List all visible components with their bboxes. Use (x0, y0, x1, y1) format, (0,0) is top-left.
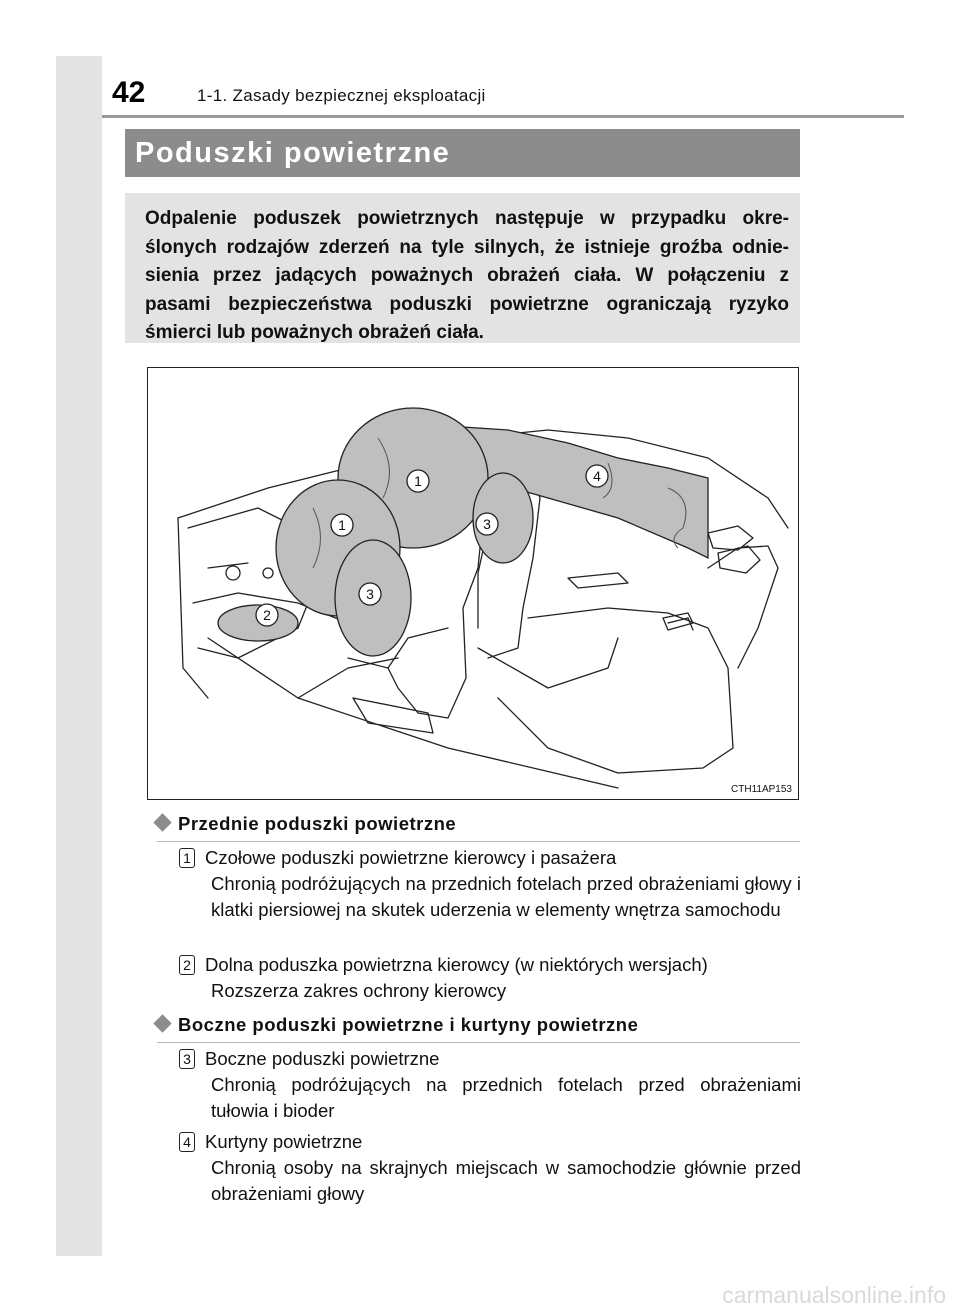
item-number: 1 (179, 848, 195, 868)
header-rule (102, 115, 904, 118)
item-description: Rozszerza zakres ochrony kierowcy (211, 980, 507, 1001)
intro-text: Odpalenie poduszek powietrznych następuje w przypadku okre-ślonych rodzajów zderzeń na tyle silnych, że istnieje groźba odnie-sienia przez jadących poważnych obrażeń ciała. W połączeniu z pasami bezpieczeństwa poduszki powietrzne ograniczają ryzyko śmierci lub poważnych obrażeń ciała. (145, 208, 789, 343)
car-interior-drawing (148, 368, 799, 800)
callout-label: 3 (483, 516, 491, 532)
item-title: Boczne poduszki powietrzne (205, 1048, 440, 1069)
side-strip (56, 56, 102, 1256)
item-title: Kurtyny powietrzne (205, 1131, 363, 1152)
list-item (179, 1046, 801, 1124)
chapter-title: 1-1. Zasady bezpiecznej eksploatacji (197, 86, 486, 105)
section-rule (157, 1042, 800, 1043)
item-title: Dolna poduszka powietrzna kierowcy (w niektórych wersjach) (205, 954, 708, 975)
item-description: Chronią podróżujących na przednich fotelach przed obrażeniami tułowia i bioder (211, 1074, 801, 1121)
item-number: 4 (179, 1132, 195, 1152)
diamond-bullet-icon (153, 813, 171, 831)
section-heading-text: Boczne poduszki powietrzne i kurtyny powietrzne (178, 1014, 639, 1035)
airbag-illustration (147, 367, 799, 800)
callout-label: 2 (263, 607, 271, 623)
page-number: 42 (112, 76, 146, 109)
section-title-bar (125, 129, 800, 177)
section-rule (157, 841, 800, 842)
callout-label: 1 (414, 473, 422, 489)
item-number: 2 (179, 955, 195, 975)
intro-box (125, 193, 800, 343)
section-heading-side (153, 1014, 638, 1036)
callout-label: 3 (366, 586, 374, 602)
item-number: 3 (179, 1049, 195, 1069)
figure-code: CTH11AP153 (731, 784, 792, 795)
list-item (179, 845, 801, 923)
diamond-bullet-icon (153, 1014, 171, 1032)
callout-label: 1 (338, 517, 346, 533)
section-heading-text: Przednie poduszki powietrzne (178, 813, 457, 834)
item-description: Chronią podróżujących na przednich fotelach przed obrażeniami głowy i klatki piersiowej na skutek uderzenia w elementy wnętrza samochodu (211, 873, 801, 920)
watermark: carmanualsonline.info (722, 1282, 946, 1308)
page-title: Poduszki powietrzne (135, 137, 451, 169)
list-item (179, 952, 801, 1004)
item-title: Czołowe poduszki powietrzne kierowcy i pasażera (205, 847, 617, 868)
item-description: Chronią osoby na skrajnych miejscach w samochodzie głównie przed obrażeniami głowy (211, 1157, 801, 1204)
section-heading-front (153, 813, 456, 835)
list-item (179, 1129, 801, 1207)
callout-label: 4 (593, 468, 601, 484)
